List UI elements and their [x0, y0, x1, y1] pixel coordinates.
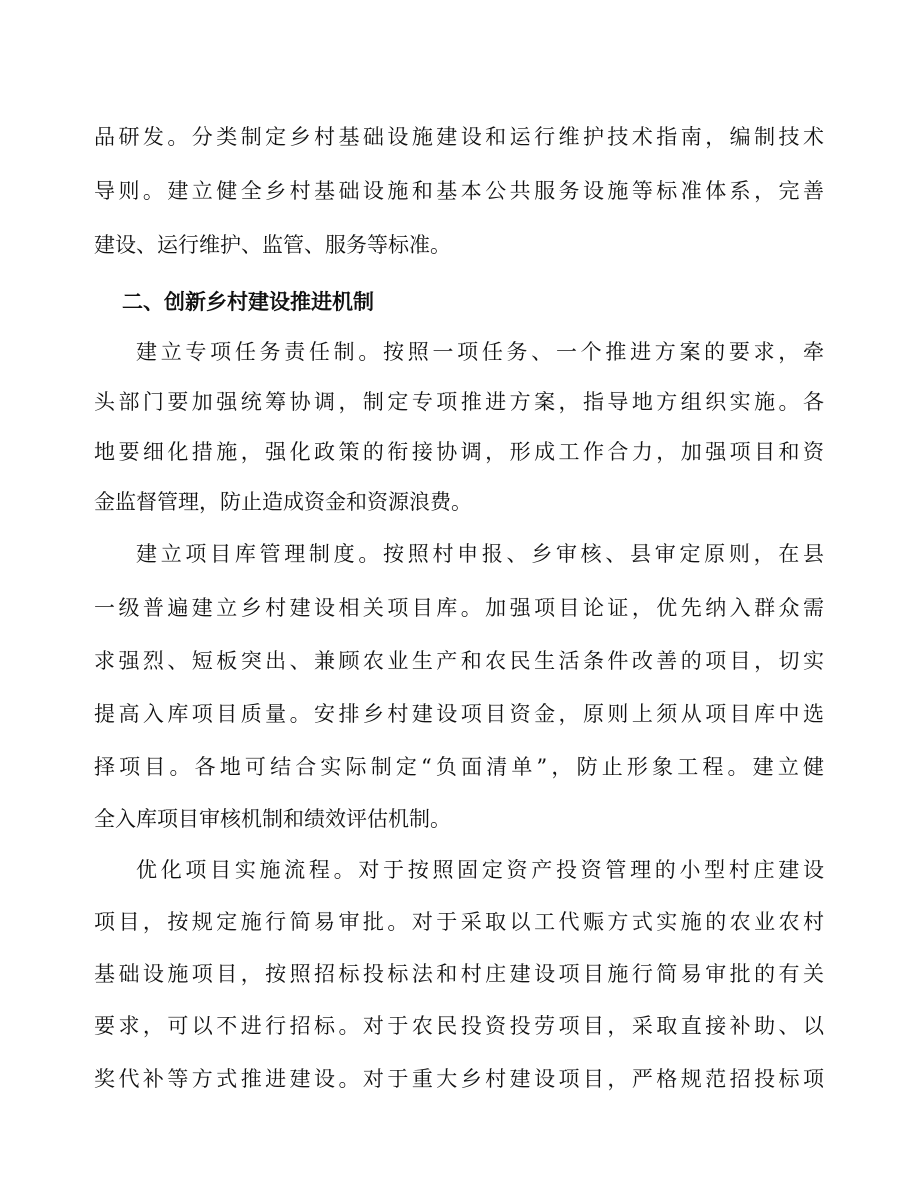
paragraph-line: 全入库项目审核机制和绩效评估机制。	[94, 807, 451, 831]
paragraph-line: 提高入库项目质量。安排乡村建设项目资金，原则上须从项目库中选	[94, 702, 824, 726]
paragraph-line: 导则。建立健全乡村基础设施和基本公共服务设施等标准体系，完善	[94, 179, 824, 203]
paragraph-line: 项目，按规定施行简易审批。对于采取以工代赈方式实施的农业农村	[94, 910, 824, 934]
paragraph-line: 基础设施项目，按照招标投标法和村庄建设项目施行简易审批的有关	[94, 962, 824, 986]
paragraph-line: 优化项目实施流程。对于按照固定资产投资管理的小型村庄建设	[136, 858, 824, 882]
section-heading: 二、创新乡村建设推进机制	[122, 289, 374, 314]
paragraph-line: 建设、运行维护、监管、服务等标准。	[94, 233, 451, 257]
paragraph-line: 建立项目库管理制度。按照村申报、乡审核、县审定原则，在县	[136, 542, 824, 566]
paragraph-line: 要求，可以不进行招标。对于农民投资投劳项目，采取直接补助、以	[94, 1014, 824, 1038]
paragraph-line: 奖代补等方式推进建设。对于重大乡村建设项目，严格规范招投标项	[94, 1067, 824, 1091]
paragraph-line: 头部门要加强统筹协调，制定专项推进方案，指导地方组织实施。各	[94, 390, 824, 414]
paragraph-line: 地要细化措施，强化政策的衔接协调，形成工作合力，加强项目和资	[94, 440, 824, 464]
paragraph-line: 择项目。各地可结合实际制定“负面清单”，防止形象工程。建立健	[94, 755, 824, 779]
paragraph-line: 求强烈、短板突出、兼顾农业生产和农民生活条件改善的项目，切实	[94, 649, 824, 673]
paragraph-line: 金监督管理，防止造成资金和资源浪费。	[94, 490, 472, 514]
paragraph-line: 一级普遍建立乡村建设相关项目库。加强项目论证，优先纳入群众需	[94, 596, 824, 620]
paragraph-line: 建立专项任务责任制。按照一项任务、一个推进方案的要求，牵	[136, 340, 824, 364]
paragraph-line: 品研发。分类制定乡村基础设施建设和运行维护技术指南，编制技术	[94, 125, 824, 149]
